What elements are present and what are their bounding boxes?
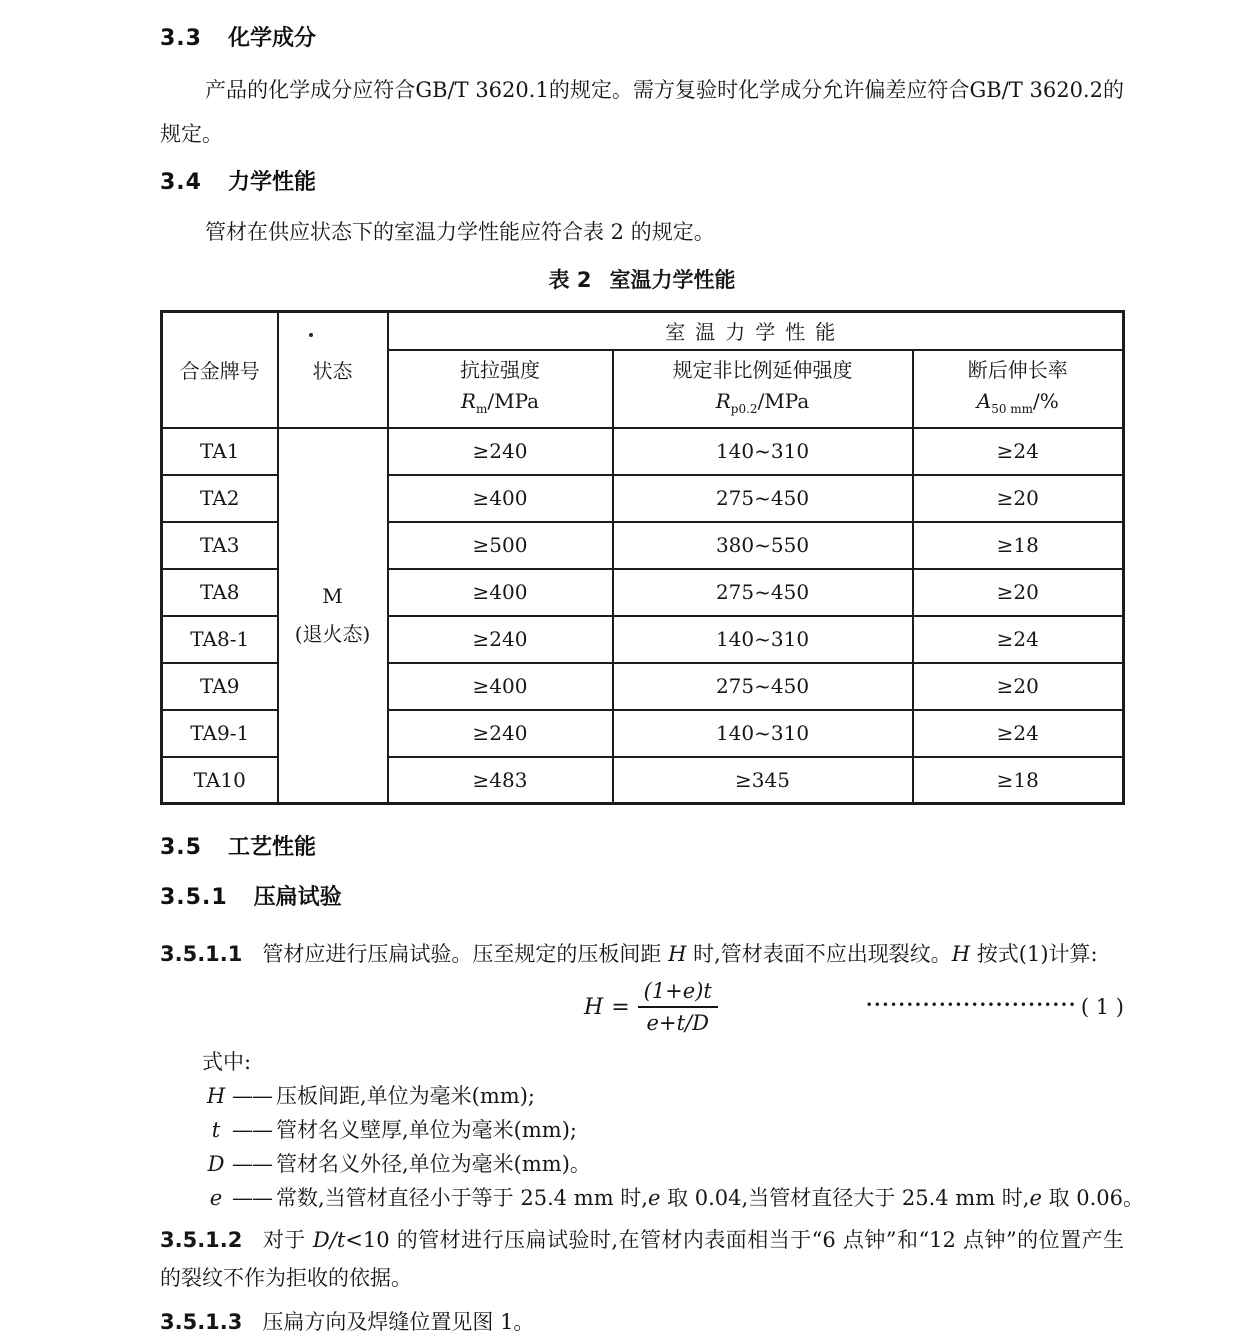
cell-proof: 140~310 [613, 428, 913, 475]
cell-elongation: ≥18 [913, 522, 1124, 569]
definition-D [202, 1147, 1124, 1181]
para-chemical-composition: 产品的化学成分应符合GB/T 3620.1的规定。需方复验时化学成分允许偏差应符合GB/T 3620.2的规定。 [160, 78, 1124, 146]
equation-expression [584, 979, 718, 1035]
cell-tensile: ≥240 [388, 428, 613, 475]
header-state [278, 312, 388, 428]
var-D-over-t: D/t [312, 1228, 346, 1252]
header-elongation-symbol: $A_{50 mm}/\%$ [976, 388, 1059, 416]
cell-grade: TA2 [162, 475, 278, 522]
table-2-label: 表 2 [548, 268, 592, 292]
cell-tensile: ≥400 [388, 475, 613, 522]
section-3-4-number: 3.4 [160, 170, 202, 195]
section-3-5-title: 工艺性能 [227, 835, 316, 860]
para-3-5-1-2-text: 对于 [262, 1228, 313, 1252]
cell-state-merged [278, 428, 388, 804]
comparison: <10 [345, 1228, 390, 1252]
section-3-4-heading [160, 168, 1124, 198]
cell-grade: TA3 [162, 522, 278, 569]
cell-grade: TA9-1 [162, 710, 278, 757]
definition-dash: —— [232, 1186, 272, 1210]
var-H: H [668, 942, 687, 966]
definition-t [202, 1113, 1124, 1147]
cell-proof: 275~450 [613, 475, 913, 522]
section-3-3-heading [160, 24, 1124, 54]
para-3-5-1-3 [160, 1305, 1124, 1335]
definition-H [202, 1079, 1124, 1113]
header-tensile-name: 抗拉强度 [460, 357, 540, 382]
header-proof-name: 规定非比例延伸强度 [672, 357, 853, 382]
cell-tensile: ≥500 [388, 522, 613, 569]
cell-elongation: ≥24 [913, 428, 1124, 475]
header-elongation-name: 断后伸长率 [967, 357, 1068, 382]
state-line-2: (退火态) [294, 622, 371, 647]
cell-elongation: ≥20 [913, 663, 1124, 710]
dot-leader: ·························· [865, 993, 1077, 1016]
para-3-5-1-2 [160, 1221, 1124, 1297]
scan-speck [309, 333, 313, 337]
cell-grade: TA8 [162, 569, 278, 616]
cell-proof: ≥345 [613, 757, 913, 804]
para-3-5-1-3-number: 3.5.1.3 [160, 1310, 243, 1334]
section-3-3-number: 3.3 [160, 26, 202, 51]
section-3-5-heading [160, 833, 1124, 863]
table-row [162, 428, 1124, 475]
fraction-numerator: (1+e)t [638, 979, 718, 1008]
definition-text: 管材名义壁厚,单位为毫米(mm); [276, 1118, 577, 1142]
definition-dash: —— [232, 1152, 272, 1176]
definition-symbol: D [207, 1152, 225, 1176]
para-3-5-1-1-text: 时,管材表面不应出现裂纹。 [686, 942, 952, 966]
header-alloy-grade: 合金牌号 [162, 312, 278, 428]
definition-e [202, 1181, 1145, 1215]
definition-symbol: e [209, 1186, 223, 1210]
definition-symbol: H [206, 1084, 226, 1108]
section-3-4-title: 力学性能 [227, 170, 316, 195]
cell-elongation: ≥18 [913, 757, 1124, 804]
table-2-title [160, 264, 1124, 294]
cell-proof: 140~310 [613, 616, 913, 663]
where-label: 式中: [202, 1050, 252, 1074]
cell-grade: TA9 [162, 663, 278, 710]
equation-number: ( 1 ) [1080, 995, 1124, 1019]
cell-tensile: ≥483 [388, 757, 613, 804]
definition-text: 压板间距,单位为毫米(mm); [276, 1084, 535, 1108]
para-3-5-1-3-text: 压扁方向及焊缝位置见图 1。 [262, 1310, 535, 1334]
cell-proof: 140~310 [613, 710, 913, 757]
definition-dash: —— [232, 1084, 272, 1108]
section-3-3-title: 化学成分 [227, 26, 316, 51]
header-elongation [913, 350, 1124, 428]
cell-proof: 275~450 [613, 569, 913, 616]
para-3-5-1-2-number: 3.5.1.2 [160, 1228, 243, 1252]
cell-tensile: ≥400 [388, 663, 613, 710]
para-3-5-1-1-number: 3.5.1.1 [160, 942, 243, 966]
table-header-row-1 [162, 312, 1124, 350]
cell-grade: TA8-1 [162, 616, 278, 663]
state-line-1: M [322, 584, 343, 609]
cell-elongation: ≥20 [913, 475, 1124, 522]
equals-sign: = [611, 994, 630, 1020]
cell-tensile: ≥240 [388, 616, 613, 663]
para-mechanical-properties: 管材在供应状态下的室温力学性能应符合表 2 的规定。 [205, 220, 715, 244]
equation-1 [160, 975, 1124, 1039]
cell-proof: 275~450 [613, 663, 913, 710]
section-3-5-1-number: 3.5.1 [160, 885, 228, 910]
header-proof-strength [613, 350, 913, 428]
header-state-label: 状态 [312, 359, 353, 384]
table-2-mechanical-properties [160, 310, 1125, 805]
cell-grade: TA1 [162, 428, 278, 475]
table-2-title-text: 室温力学性能 [609, 268, 736, 292]
para-3-5-1-1-text: 按式(1)计算: [970, 942, 1098, 966]
para-3-5-1-2-text: 的管材进行压扁试验时,在管材内表面相当于“6 点钟”和“12 点钟”的位置产生的裂纹不作为拒收的依据。 [160, 1228, 1124, 1290]
fraction [638, 979, 718, 1035]
definition-text: 常数,当管材直径小于等于 25.4 mm 时,e 取 0.04,当管材直径大于 25.4 mm 时,e 取 0.06。 [276, 1186, 1145, 1210]
cell-elongation: ≥20 [913, 569, 1124, 616]
section-3-5-1-heading [160, 883, 1124, 913]
cell-tensile: ≥400 [388, 569, 613, 616]
header-tensile-strength [388, 350, 613, 428]
cell-elongation: ≥24 [913, 616, 1124, 663]
definition-dash: —— [232, 1118, 272, 1142]
para-3-5-1-1 [160, 935, 1124, 973]
cell-elongation: ≥24 [913, 710, 1124, 757]
section-3-5-1-title: 压扁试验 [253, 885, 342, 910]
definition-text: 管材名义外径,单位为毫米(mm)。 [276, 1152, 591, 1176]
header-proof-symbol: $R_{p0.2}$/MPa [715, 388, 810, 416]
fraction-denominator: e+t/D [646, 1011, 709, 1035]
equation-reference [866, 995, 1124, 1019]
var-H: H [951, 942, 971, 966]
header-tensile-symbol: $R_m$/MPa [460, 388, 540, 416]
cell-tensile: ≥240 [388, 710, 613, 757]
cell-proof: 380~550 [613, 522, 913, 569]
section-3-5-number: 3.5 [160, 835, 202, 860]
header-group-room-temp: 室温力学性能 [388, 312, 1124, 350]
equation-lhs: H [584, 994, 604, 1020]
definition-symbol: t [211, 1118, 221, 1142]
para-3-5-1-1-text: 管材应进行压扁试验。压至规定的压板间距 [262, 942, 669, 966]
cell-grade: TA10 [162, 757, 278, 804]
